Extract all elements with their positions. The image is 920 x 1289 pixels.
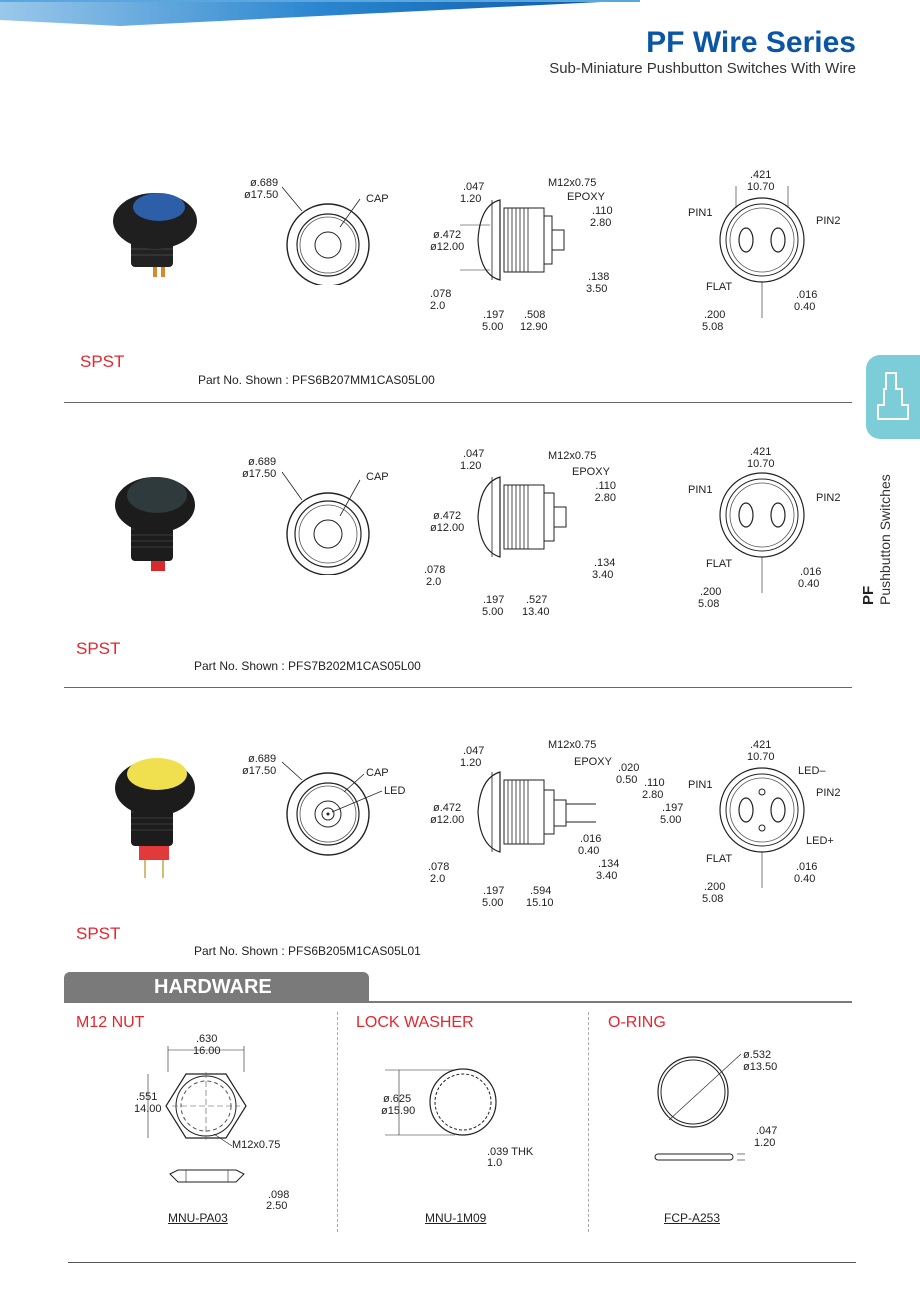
nut-thread: M12x0.75	[232, 1139, 281, 1151]
side-p-mm: 2.80	[590, 217, 612, 229]
side-f-mm: 2.0	[430, 873, 446, 885]
nut-drawing	[128, 1030, 308, 1210]
front-dia-inch: ø.689	[248, 456, 277, 468]
front-dia-mm: ø17.50	[242, 468, 277, 480]
cap-color-swatch	[133, 193, 185, 221]
side-l-mm: 13.40	[522, 606, 550, 618]
product-photo	[105, 185, 205, 285]
side-c-mm: 0.40	[578, 845, 600, 857]
type-label: SPST	[80, 352, 125, 371]
column-separator	[337, 1012, 338, 1232]
rear-w-mm: 10.70	[747, 751, 775, 763]
side-view-drawing	[420, 738, 690, 913]
rear-w-inch: .421	[750, 739, 772, 751]
front-dia-inch: ø.689	[250, 177, 279, 189]
rear-view-drawing	[680, 738, 850, 913]
side-view-drawing	[420, 170, 620, 340]
cap-label: CAP	[366, 767, 389, 779]
part-number: Part No. Shown : PFS6B207MM1CAS05L00	[198, 373, 435, 387]
footer-divider	[68, 1262, 856, 1263]
hardware-heading: HARDWARE	[154, 976, 272, 998]
side-h-inch: .197	[483, 594, 505, 606]
pin1-label: PIN1	[688, 484, 713, 496]
nut-h-inch: .551	[136, 1091, 158, 1103]
rear-view-drawing	[680, 443, 850, 623]
cap-label: CAP	[366, 193, 389, 205]
side-p-mm: 2.80	[594, 492, 616, 504]
rear-s-inch: .200	[704, 881, 726, 893]
washer-thk-inch: .039 THK	[487, 1146, 534, 1158]
series-label: PF	[860, 585, 877, 605]
flat-label: FLAT	[706, 281, 733, 293]
pin2-label: PIN2	[816, 215, 841, 227]
side-l-mm: 15.10	[526, 897, 554, 909]
side-p-inch: .110	[644, 777, 665, 789]
product-section-1	[0, 130, 920, 415]
washer-d-inch: ø.625	[383, 1093, 412, 1105]
side-a-inch: .020	[618, 762, 640, 774]
rear-w-inch: .421	[750, 169, 772, 181]
side-l-inch: .527	[526, 594, 548, 606]
side-view-drawing	[420, 445, 620, 625]
side-p-inch: .110	[595, 480, 616, 492]
nut-part-number: MNU-PA03	[168, 1211, 228, 1225]
part-number: Part No. Shown : PFS7B202M1CAS05L00	[194, 659, 421, 673]
product-photo	[105, 465, 205, 580]
thread-label: M12x0.75	[548, 177, 597, 189]
front-view-drawing	[240, 450, 400, 575]
cap-color-swatch	[127, 758, 187, 790]
nut-h-mm: 14.00	[134, 1103, 162, 1115]
rear-w-mm: 10.70	[747, 458, 775, 470]
led-minus-label: LED–	[798, 765, 826, 777]
flat-label: FLAT	[706, 853, 733, 865]
side-e-inch: .134	[598, 858, 620, 870]
side-t1-inch: .047	[463, 745, 485, 757]
side-d-mm: ø12.00	[430, 814, 465, 826]
side-t1-mm: 1.20	[460, 757, 482, 769]
oring-d-mm: ø13.50	[743, 1061, 778, 1073]
cap-label: CAP	[366, 471, 389, 483]
washer-title: LOCK WASHER	[356, 1014, 474, 1031]
rear-w-inch: .421	[750, 446, 772, 458]
side-l-inch: .594	[530, 885, 552, 897]
nut-title: M12 NUT	[76, 1014, 145, 1031]
oring-title: O-RING	[608, 1014, 666, 1031]
front-view-drawing	[240, 165, 400, 285]
front-dia-mm: ø17.50	[244, 189, 279, 201]
thread-label: M12x0.75	[548, 739, 597, 751]
column-separator	[588, 1012, 589, 1232]
side-f-mm: 2.0	[430, 300, 446, 312]
pin1-label: PIN1	[688, 779, 713, 791]
front-view-drawing	[240, 748, 410, 868]
part-number: Part No. Shown : PFS6B205M1CAS05L01	[194, 944, 421, 958]
side-h-inch: .197	[483, 309, 505, 321]
hardware-header	[64, 972, 369, 1002]
oring-t-inch: .047	[756, 1125, 778, 1137]
side-c-inch: .016	[580, 833, 602, 845]
rear-s-inch: .200	[700, 586, 722, 598]
side-d-inch: ø.472	[433, 510, 462, 522]
side-d-inch: ø.472	[433, 229, 462, 241]
cap-color-swatch	[127, 477, 187, 513]
washer-d-mm: ø15.90	[381, 1105, 416, 1117]
side-t1-mm: 1.20	[460, 460, 482, 472]
pin1-label: PIN1	[688, 207, 713, 219]
oring-part-number: FCP-A253	[664, 1211, 721, 1225]
led-label: LED	[384, 785, 406, 797]
side-e-mm: 3.50	[586, 283, 608, 295]
washer-drawing	[375, 1062, 555, 1172]
side-l-inch: .508	[524, 309, 546, 321]
rear-w-mm: 10.70	[747, 181, 775, 193]
oring-t-mm: 1.20	[754, 1137, 776, 1149]
side-b-mm: 5.00	[660, 814, 682, 826]
rear-t-mm: 0.40	[794, 873, 816, 885]
nut-t-mm: 2.50	[266, 1200, 288, 1210]
product-section-3	[0, 700, 920, 985]
side-t1-mm: 1.20	[460, 193, 482, 205]
side-h-mm: 5.00	[482, 897, 504, 909]
side-d-inch: ø.472	[433, 802, 462, 814]
side-d-mm: ø12.00	[430, 522, 465, 534]
rear-t-mm: 0.40	[798, 578, 820, 590]
side-e-inch: .138	[588, 271, 610, 283]
side-h-mm: 5.00	[482, 606, 504, 618]
thread-label: M12x0.75	[548, 450, 597, 462]
front-dia-inch: ø.689	[248, 753, 277, 765]
rear-s-mm: 5.08	[702, 893, 724, 905]
side-f-mm: 2.0	[426, 576, 442, 588]
rear-t-inch: .016	[800, 566, 822, 578]
hardware-divider	[64, 1001, 852, 1003]
rear-t-inch: .016	[796, 861, 818, 873]
epoxy-label: EPOXY	[567, 191, 605, 203]
type-label: SPST	[76, 639, 121, 658]
side-a-mm: 0.50	[616, 774, 638, 786]
flat-label: FLAT	[706, 558, 733, 570]
side-e-inch: .134	[594, 557, 616, 569]
epoxy-label: EPOXY	[572, 466, 610, 478]
rear-s-mm: 5.08	[702, 321, 724, 333]
side-t1-inch: .047	[463, 448, 485, 460]
side-d-mm: ø12.00	[430, 241, 465, 253]
oring-drawing	[645, 1040, 795, 1170]
front-dia-mm: ø17.50	[242, 765, 277, 777]
page-title: PF Wire Series	[646, 26, 856, 59]
nut-t-inch: .098	[268, 1189, 290, 1201]
section-divider	[64, 402, 852, 403]
category-label: Pushbutton Switches	[877, 474, 893, 605]
washer-part-number: MNU-1M09	[425, 1211, 487, 1225]
side-f-inch: .078	[428, 861, 450, 873]
epoxy-label: EPOXY	[574, 756, 612, 768]
side-p-inch: .110	[592, 205, 613, 217]
nut-w-inch: .630	[196, 1033, 218, 1045]
side-f-inch: .078	[430, 288, 452, 300]
side-f-inch: .078	[424, 564, 446, 576]
rear-s-inch: .200	[704, 309, 726, 321]
led-plus-label: LED+	[806, 835, 834, 847]
side-h-inch: .197	[483, 885, 505, 897]
nut-w-mm: 16.00	[193, 1045, 221, 1057]
section-divider	[64, 687, 852, 688]
product-photo	[105, 750, 205, 880]
rear-t-inch: .016	[796, 289, 818, 301]
pin2-label: PIN2	[816, 787, 841, 799]
side-b-inch: .197	[662, 802, 684, 814]
product-section-2	[0, 415, 920, 700]
type-label: SPST	[76, 924, 121, 943]
side-h-mm: 5.00	[482, 321, 504, 333]
side-t1-inch: .047	[463, 181, 485, 193]
side-e-mm: 3.40	[596, 870, 618, 882]
pin2-label: PIN2	[816, 492, 841, 504]
side-p-mm: 2.80	[642, 789, 664, 801]
rear-view-drawing	[680, 168, 850, 338]
page-subtitle: Sub-Miniature Pushbutton Switches With Wire	[549, 60, 856, 77]
side-e-mm: 3.40	[592, 569, 614, 581]
oring-d-inch: ø.532	[743, 1049, 772, 1061]
rear-s-mm: 5.08	[698, 598, 720, 610]
washer-thk-mm: 1.0	[487, 1157, 503, 1169]
side-l-mm: 12.90	[520, 321, 548, 333]
rear-t-mm: 0.40	[794, 301, 816, 313]
